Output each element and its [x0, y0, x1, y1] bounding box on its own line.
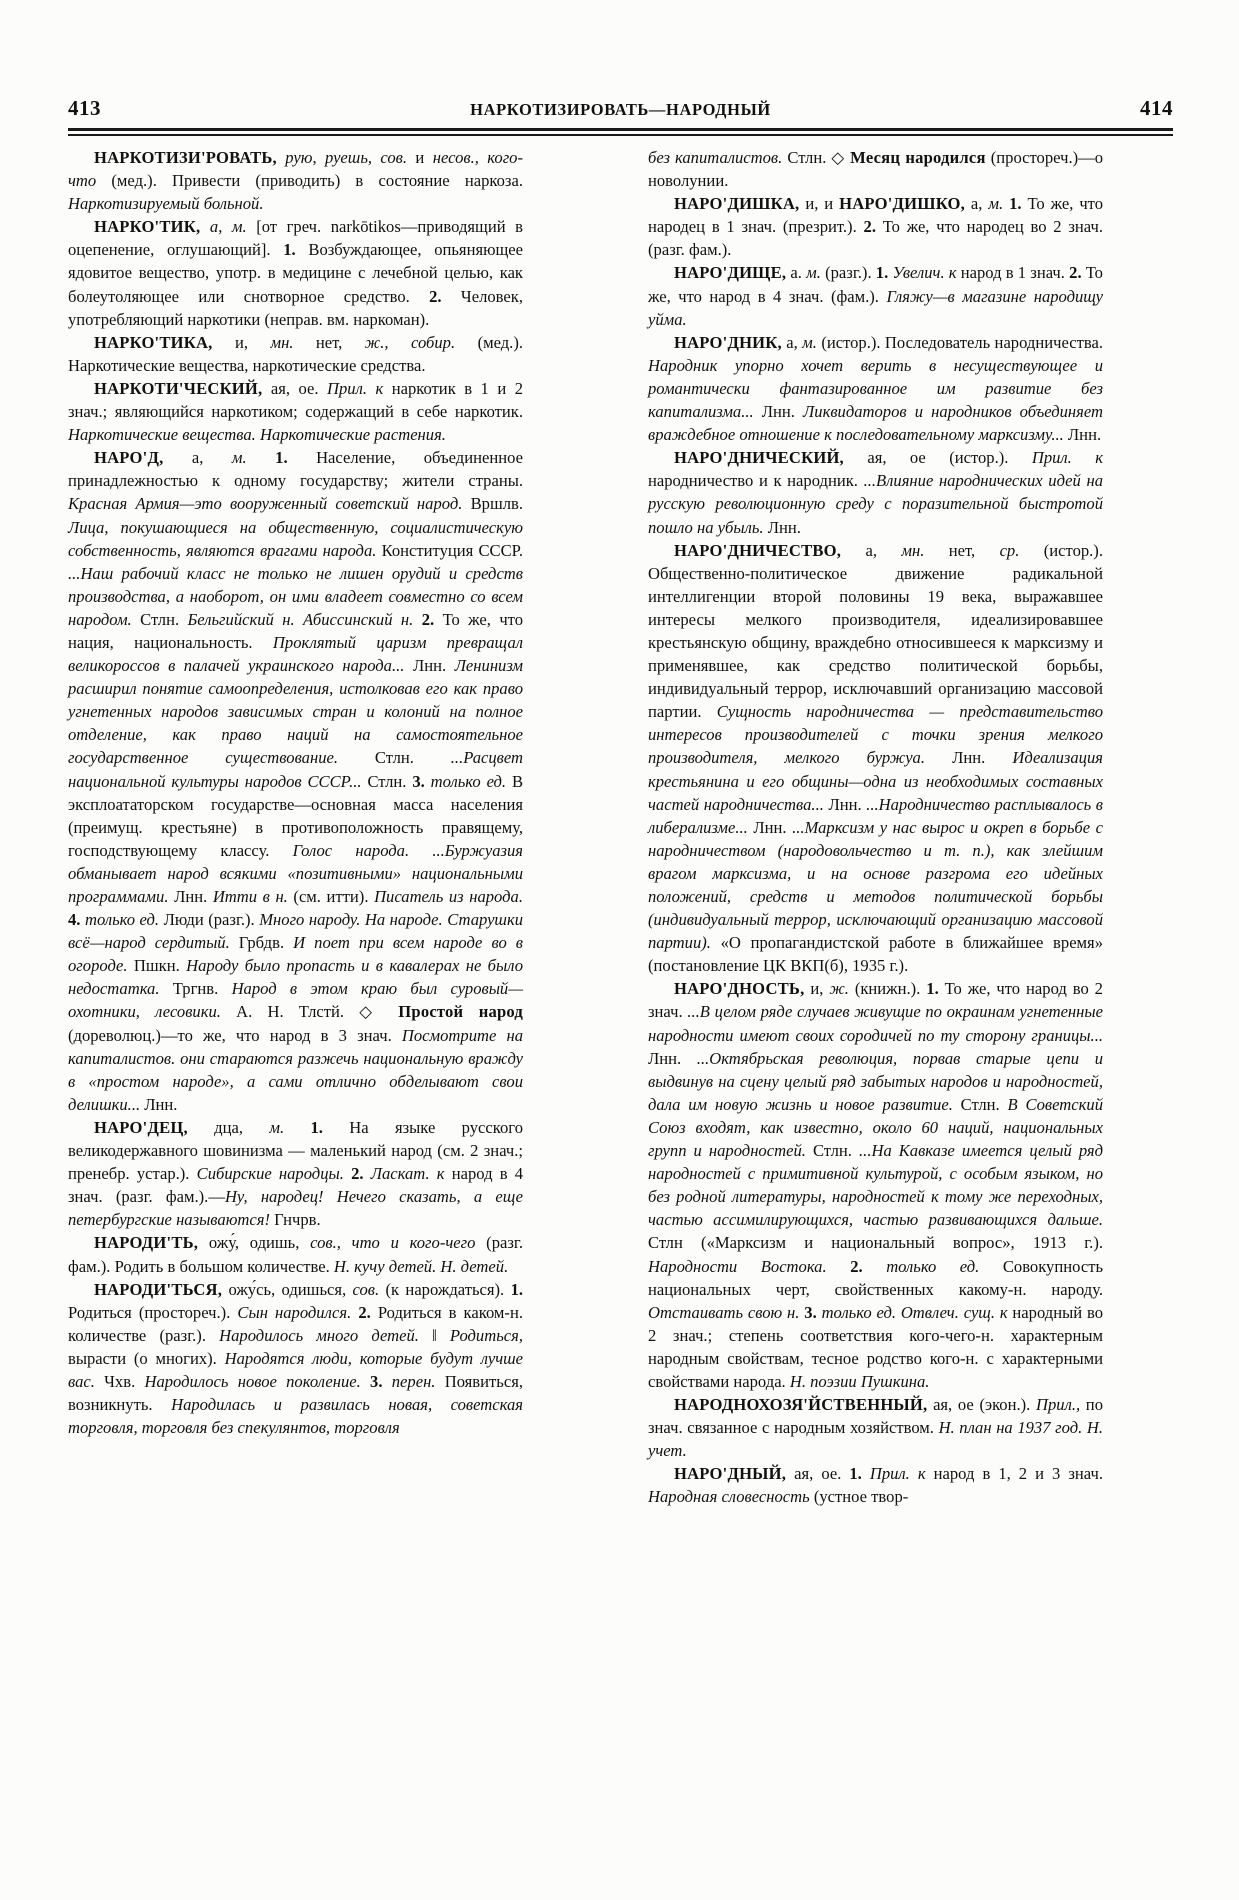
folio-left: 413	[68, 96, 101, 120]
entry-body: и, и НАРО'ДИШКО, а, м. 1. То же, что народец в 1 знач. (презрит.). 2. То же, что народец во 2 знач. (разг. фам.).	[648, 194, 1103, 260]
column-left	[68, 146, 523, 1439]
entry-body: ая, ое. Прил. к наркотик в 1 и 2 знач.; являющийся наркотиком; содержащий в себе наркотик. Наркотические вещества. Наркотические растения.	[68, 378, 524, 445]
dictionary-entry	[648, 977, 1103, 1393]
entry-body: ая, ое (экон.). Прил., по знач. связанное с народным хозяйством. Н. план на 1937 год. Н. учет.	[648, 1395, 1103, 1461]
entry-body: ожу́, одишь, сов., что и кого-чего (разг. фам.). Родить в большом количестве. Н. кучу детей. Н. детей.	[68, 1233, 523, 1276]
dictionary-entry	[68, 331, 523, 377]
text-columns	[68, 146, 1173, 1846]
dictionary-entry	[648, 1393, 1103, 1462]
entry-headword: НАРО'ДНОСТЬ,	[674, 979, 805, 999]
header-rule-thin	[68, 134, 1173, 136]
entry-headword: НАРО'ДИЩЕ,	[674, 263, 787, 283]
column-right	[648, 146, 1103, 1509]
dictionary-entry	[648, 539, 1103, 978]
entry-body: и, мн. нет, ж., собир. (мед.). Наркотические вещества, наркотические средства.	[68, 332, 524, 375]
dictionary-entry	[648, 261, 1103, 330]
entry-body: а, м. [от греч. narkōtikos—приводящий в оцепенение, оглушающий]. 1. Возбуждающее, опьяняющее ядовитое вещество, употр. в медицине с лечебной целью, как болеутоляющее или снотворное средство. 2. Человек, употребляющий наркотики (неправ. вм. наркоман).	[68, 217, 523, 329]
entry-headword: НАРО'Д,	[94, 448, 164, 468]
entry-headword: НАРО'ДНИЧЕСТВО,	[674, 540, 842, 560]
entry-body: ая, ое (истор.). Прил. к народничество и к народник. ...Влияние народнических идей на русскую революционную среду с поразительной быстротой пошло на убыль. Лнн.	[648, 448, 1104, 537]
entry-body: ожу́сь, одишься, сов. (к нарождаться). 1. Родиться (простореч.). Сын народился. 2. Родиться в каком-н. количестве (разг.). Народилось много детей. ‖ Родиться, вырасти (о многих). Народятся люди, которые будут лучше вас. Чхв. Народилось новое поколение. 3. перен. Появиться, возникнуть. Народилась и развилась новая, советская торговля, торговля без спекулянтов, торговля	[68, 1279, 524, 1438]
dictionary-entry	[68, 215, 523, 330]
dictionary-entry	[648, 331, 1103, 446]
dictionary-entry	[68, 146, 523, 215]
entry-headword: НАРО'ДНЫЙ,	[674, 1464, 787, 1484]
entry-headword: НАРО'ДНИЧЕСКИЙ,	[674, 448, 844, 468]
entry-body: а, мн. нет, ср. (истор.). Общественно-политическое движение радикальной интеллигенции второй половины 19 века, выражавшее интересы мелкого производителя, идеализировавшее крестьянскую общину, враждебно относившееся к марксизму и применявшее, как средство политической борьбы, индивидуальный террор, исключавший организацию массовой партии. Сущность народничества — представительство интересов производителей с точки зрения мелкого производителя, мелкого буржуа. Лнн. Идеализация крестьянина и его общины—одна из необходимых составных частей народничества... Лнн. ...Народничество расплывалось в либерализме... Лнн. ...Марксизм у нас вырос и окреп в борьбе с народничеством (народовольчество и т. п.), как злейшим врагом марксизма, и на основе разгрома его идейных положений, средств и методов политической борьбы (индивидуальный террор, исключающий организацию массовой партии). «О пропагандистской работе в ближайшее время» (постановление ЦК ВКП(б), 1935 г.).	[648, 540, 1104, 976]
dictionary-entry	[648, 192, 1103, 261]
entry-headword: НАРОДИ'ТЬ,	[94, 1233, 199, 1253]
entry-headword: НАРКО'ТИК,	[94, 217, 201, 237]
entry-body: дца, м. 1. На языке русского великодержавного шовинизма — маленький народ (см. 2 знач.; пренебр. устар.). Сибирские народцы. 2. Ласкат. к народ в 4 знач. (разг. фам.).—Ну, народец! Нечего сказать, а еще петербургские называются! Гнчрв.	[68, 1117, 524, 1230]
entry-headword: НАРО'ДНИК,	[674, 332, 782, 352]
dictionary-entry	[648, 146, 1103, 192]
header-rule-thick	[68, 128, 1173, 131]
entry-body: рую, руешь, сов. и несов., кого-что (мед.). Привести (приводить) в состояние наркоза. Наркотизируемый больной.	[68, 148, 523, 214]
dictionary-entry	[68, 377, 523, 446]
running-head: НАРКОТИЗИРОВАТЬ—НАРОДНЫЙ	[470, 100, 771, 119]
dictionary-entry	[68, 1278, 523, 1440]
page-header	[68, 96, 1173, 126]
dictionary-entry	[68, 1116, 523, 1231]
folio-right: 414	[1140, 96, 1173, 120]
entry-headword: НАРОДИ'ТЬСЯ,	[94, 1279, 223, 1299]
dictionary-entry	[68, 446, 523, 1116]
dictionary-entry	[648, 446, 1103, 538]
entry-body: ая, ое. 1. Прил. к народ в 1, 2 и 3 знач. Народная словесность (устное твор-	[648, 1464, 1103, 1507]
dictionary-entry	[648, 1462, 1103, 1508]
entry-body: а. м. (разг.). 1. Увелич. к народ в 1 знач. 2. То же, что народ в 4 знач. (фам.). Гляжу—в магазине народищу уйма.	[648, 263, 1103, 329]
entry-headword: НАРКО'ТИКА,	[94, 332, 213, 352]
entry-body: и, ж. (книжн.). 1. То же, что народ во 2 знач. ...В целом ряде случаев живущие по окраинам угнетенные народности имеют своих сородичей по ту сторону границы... Лнн. ...Октябрьская революция, порвав старые цепи и выдвинув на сцену целый ряд забытых народов и народностей, дала им новую жизнь и новое развитие. Стлн. В Советский Союз входят, как известно, около 60 наций, национальных групп и народностей. Стлн. ...На Кавказе имеется целый ряд народностей с примитивной культурой, с особым языком, но без родной литературы, народностей к тому же переходных, частью ассимилирующихся, частью развивающихся дальше. Стлн («Марксизм и национальный вопрос», 1913 г.). Народности Востока. 2. только ед. Совокупность национальных черт, свойственных какому-н. народу. Отстаивать свою н. 3. только ед. Отвлеч. сущ. к народный во 2 знач.; степень соответствия кого-чего-н. характерным народным свойствам, тесное родство кого-н. с характерными свойствами народа. Н. поэзии Пушкина.	[648, 979, 1104, 1391]
entry-headword: НАРКОТИЗИ'РОВАТЬ,	[94, 148, 277, 167]
entry-headword: НАРО'ДИШКА,	[674, 194, 800, 214]
entry-body: а, м. (истор.). Последователь народничества. Народник упорно хочет верить в несуществующее и романтически фантазированное им развитие без капитализма... Лнн. Ликвидаторов и народников объединяет враждебное отношение к последовательному марксизму... Лнн.	[648, 332, 1103, 445]
entry-headword: НАРО'ДЕЦ,	[94, 1117, 188, 1137]
dictionary-entry	[68, 1231, 523, 1277]
entry-body: а, м. 1. Население, объединенное принадлежностью к одному государству; жители страны. Красная Армия—это вооруженный советский народ. Вршлв. Лица, покушающиеся на общественную, социалистическую собственность, являются врагами народа. Конституция СССР. ...Наш рабочий класс не только не лишен орудий и средств производства, а наоборот, он ими владеет совместно со всем народом. Стлн. Бельгийский н. Абиссинский н. 2. То же, что нация, национальность. Проклятый царизм превращал великороссов в палачей украинского народа... Лнн. Ленинизм расширил понятие самоопределения, истолковав его как право угнетенных народов зависимых стран и колоний на полное отделение, как право наций на самостоятельное государственное существование. Стлн. ...Расцвет национальной культуры народов СССР... Стлн. 3. только ед. В эксплоататорском государстве—основная масса населения (преимущ. крестьяне) в противоположность правящему, господствующему классу. Голос народа. ...Буржуазия обманывает народ всякими «позитивными» национальными программами. Лнн. Итти в н. (см. итти). Писатель из народа. 4. только ед. Люди (разг.). Много народу. На народе. Старушки всё—народ сердитый. Грбдв. И поет при всем народе во в огороде. Пшкн. Народу было пропасть и в кавалерах не было недостатка. Тргнв. Народ в этом краю был суровый—охотники, лесовики. А. Н. Тлстй. ◇ Простой народ (дореволюц.)—то же, что народ в 3 знач. Посмотрите на капиталистов. они стараются разжечь национальную вражду в «простом народе», а сами отлично обделывают свои делишки... Лнн.	[68, 448, 524, 1114]
entry-headword: НАРКОТИ'ЧЕСКИЙ,	[94, 378, 263, 398]
entry-headword: НАРОДНОХОЗЯ'ЙСТВЕННЫЙ,	[674, 1395, 928, 1415]
entry-body: без капиталистов. Стлн. ◇ Месяц народился (простореч.)—о новолунии.	[648, 148, 1104, 191]
